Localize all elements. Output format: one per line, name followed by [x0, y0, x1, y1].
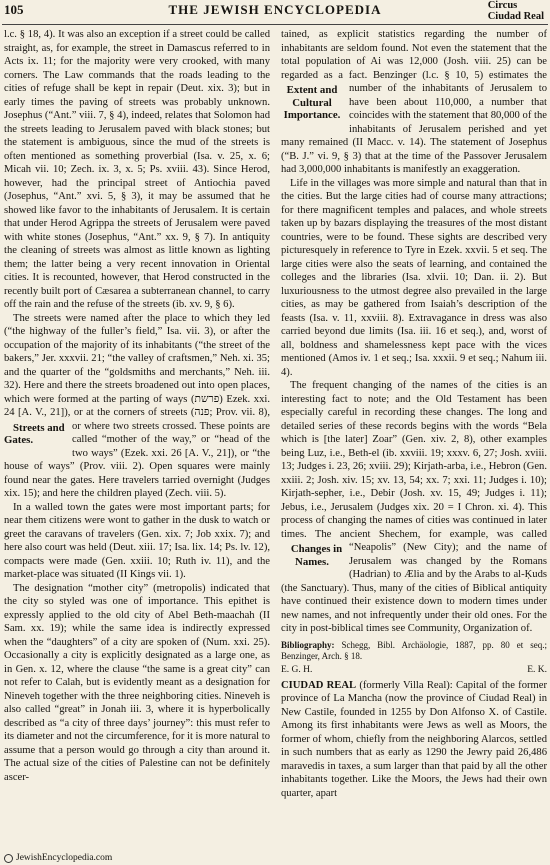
signature-left: E. G. H. — [281, 664, 313, 675]
page-number: 105 — [4, 2, 24, 17]
paragraph: l.c. § 18, 4). It was also an exception if a street could be called straight, as, for example, the street in Damascus referred to in Acts ix. 11; for the majority were very crooked, with many corners. The Law commands that the roads leading to the cities of refuge shall be kept in repair (Deut. xix. 3); but in early times the paving of streets was probably unknown. Josephus (“Ant.” viii. 7, § 4), indeed, relates that Solomon had the streets leading to Jerusalem paved with black stones; but the statement is ambiguous, since the mud of the streets is often mentioned as something proverbial (Isa. v. 25, x. 6; Micah vii. 10; Zech. ix. 3, x. 5; Ps. xviii. 43). Since Herod, however, had the principal street of Antiochia paved (Josephus, “Ant.” xvi. 5, § 3), it may be assumed that he showed like favor to the inhabitants of Jerusalem. It is certain that under Herod Agrippa the streets of Jerusalem were paved with white stones (Josephus, “Ant.” xx. 9, § 7). In antiquity the cleaning of streets was almost as little known as lighting them; the latter being a very recent innovation in Oriental cities. It is recounted, however, that Herod constructed in the recently built port of Cæsarea a subterranean channel, to carry off the rain and the refuse of the streets (ib. xv. 9, § 6). — [4, 29, 270, 310]
copyright-icon — [4, 854, 13, 863]
bibliography — [281, 640, 547, 662]
page-footer — [4, 853, 112, 863]
running-head — [488, 0, 544, 22]
paragraph-text: City); and the name of Jerusalem was changed by the Romans (Hadrian) to Ælia and by the Arabs to al-Ḳuds (the Sanctuary). Thus, many of the cities of Biblical antiquity have continued their existence down to modern times under new names, and not infrequently under their old ones. For the city in post-biblical times see Community, Organization of. — [281, 542, 547, 634]
bibliography-text: Schegg, Bibl. Archäologie, 1887, pp. 80 et seq.; Benzinger, Arch. § 18. — [281, 639, 547, 661]
running-title: THE JEWISH ENCYCLOPEDIA — [168, 2, 382, 17]
margin-note-extent: Extent and Cultural Importance. — [283, 84, 341, 121]
running-head-line2: Ciudad Real — [487, 11, 544, 22]
signature-right: E. K. — [527, 664, 547, 675]
paragraph — [4, 312, 270, 501]
entry-text: (formerly Villa Real): Capital of the former province of La Mancha (now the province of Ciudad Real) in New Castile, founded in 1255 by Don Alfonso X. of Castile. Among its first inhabitants were Jews as well as Moors, the former of whom, chiefly from the neighboring Alarcos, settled in such numbers that as early as 1290 the Jewry paid 26,486 maravedis in taxes, a sum larger than that paid by all the other inhabitants together. Like the Moors, the Jews had their own quarter, apart — [281, 679, 547, 799]
page-header — [0, 0, 550, 24]
signature-line — [281, 664, 547, 676]
paragraph-text: The frequent changing of the names of the cities is an interesting fact to note; and the Old Testament has been especially careful in recording these changes. The long and detailed series of these records begins with the words “Bela which is [the later] Zoar” (Gen. xiv. 2, 8), other examples being Luz, i.e., Beth-el (ib. xxviii. 19; xxxv. 6, 27; Josh. xviii. 13; Judges i. 23, 26; xviii. 29); Kirjath-arba, i.e., Hebron (Gen. xxiii. 2; Josh. xiv. 15; xv. 13, 54; xx. 7; xxi. 11; Judges i. 10); Kirjath-sepher, i.e., Debir (Josh. xv. 15, 49; Judges i. 11); Jebus, i.e., Jerusalem (Judges xix. 20 = I Chron. xi. 4). This process of changing the names of cities was continued in later times. The ancient Shechem, for example, was called “Neapolis” (New — [281, 380, 547, 553]
paragraph — [281, 28, 547, 177]
margin-note-changes-in-names: Changes in Names. — [290, 543, 343, 568]
paragraph-text: tained, as explicit statistics regarding the number of inhabitants are seldom found. Not even the statement that the total population of Ai was 12,000 (Josh. viii. 25) can be regarded as a fact. Benzinger (l.c. § 10, 5) estimates the number of the inhabitants — [281, 29, 547, 94]
footer-site[interactable]: JewishEncyclopedia.com — [16, 853, 113, 863]
header-rule — [2, 24, 548, 25]
running-head-line1: Circus — [487, 0, 518, 11]
paragraph-text: streets crossed. These points are called “mother of the way,” or “head of the two ways” (Ezek. xxi. 26 [A. V., 21]), or “the house of ways” (Prov. viii. 2). Open squares were mainly found near the gates. Here travelers tarried overnight (Judges xix. 15); and here the children played (Zech. viii. 5). — [4, 420, 270, 499]
entry-title: CIUDAD REAL — [281, 679, 357, 691]
paragraph — [281, 379, 547, 636]
right-column — [281, 28, 547, 800]
paragraph: The designation “mother city” (metropolis) indicated that the city so styled was one of importance. This epithet is expressly applied to the old city of Abel Beth-maachah (II Sam. xx. 19); while the same idea is indirectly expressed when the “daughters” of a city are spoken of (Num. xxi. 25). Occasionally a city is explicitly designated as a large one, as in Gen. x. 12, where the clause “the same is a great city” can not refer to Calah, but is evidently meant as a designation for Nineveh together with the three neighboring cities. Nineveh is also called “great” in Jonah iii. 3, where it is hyperbolically described as “a city of three days’ journey”: this must refer to its diameter and not the circumference, for it is more natural to assume that a person would go through a city than around it. The actual size of the cities of Palestine can not be definitely ascer- — [4, 582, 270, 783]
left-column — [4, 28, 270, 784]
paragraph: Life in the villages was more simple and natural than that in the cities. But the large cities had of course many attractions; for there magnificent temples and palaces, and whole streets taken up by bazars displaying the treasures of the most distant countries, were to be found. These sights are described very picturesquely in reference to Tyre in Ezek. xxvii. 5 et seq. The large cities were also the seats of learning, and contained the colleges and the libraries (Isa. xlvii. 10; Dan. ii. 2). But luxuriousness to the utmost degree also prevailed in the large cities, as may be gathered from Isaiah’s description of the feasts (Isa. v. 11, xxviii. 8). Extravagance in dress was also carried beyond due limits (Isa. iii. 16 et seq.), and, worst of all, boldness and shamelessness kept pace with the vices mentioned (Amos iv. 1 et seq.; Isa. xxxii. 9 et seq.; Nahum iii. 4). — [281, 177, 547, 378]
paragraph-text: of Jerusalem to have been about 110,000, a number that coincides with the statement that 80,000 of the inhabitants of Jerusalem perished and yet many remained (II Macc. v. 14). The statement of Josephus (“B. J.” vi. 9, § 3) that at the time of the Passover Jerusalem had 3,000,000 inhabitants is manifestly an exaggeration. — [281, 83, 547, 175]
entry-paragraph — [281, 679, 547, 801]
paragraph: In a walled town the gates were most important parts; for near them citizens were wont to gather in the dusk to watch or greet the caravans of travelers (Gen. xix. 7; Job xxix. 7); and here also court was held (Deut. xiii. 17; Isa. lix. 14; Ps. lv. 12), compacts were made (Gen. xxiii. 10; Ruth iv. 11), and the market-place was situated (II Kings vii. 1). — [4, 501, 270, 580]
margin-note-streets-and-gates: Streets and Gates. — [4, 421, 65, 446]
paragraph-text: The streets were named after the place to which they led (“the highway of the fuller’s field,” Isa. vii. 3), or after the occupation of the majority of its inhabitants (“the street of the bakers,” Jer. xxxvii. 21; “the valley of craftsmen,” Neh. xi. 35; and the quarter of the “goldsmiths and merchants,” Neh. iii. 32). Here and there the streets broadened out into open places, which were formed at the parting of ways (פרשת) Ezek. xxi. 24 [A. V., 21]), or at the corners of streets (פנה; Prov. vii. 8), or where two — [4, 312, 270, 432]
bibliography-label: Bibliography: — [281, 639, 335, 650]
